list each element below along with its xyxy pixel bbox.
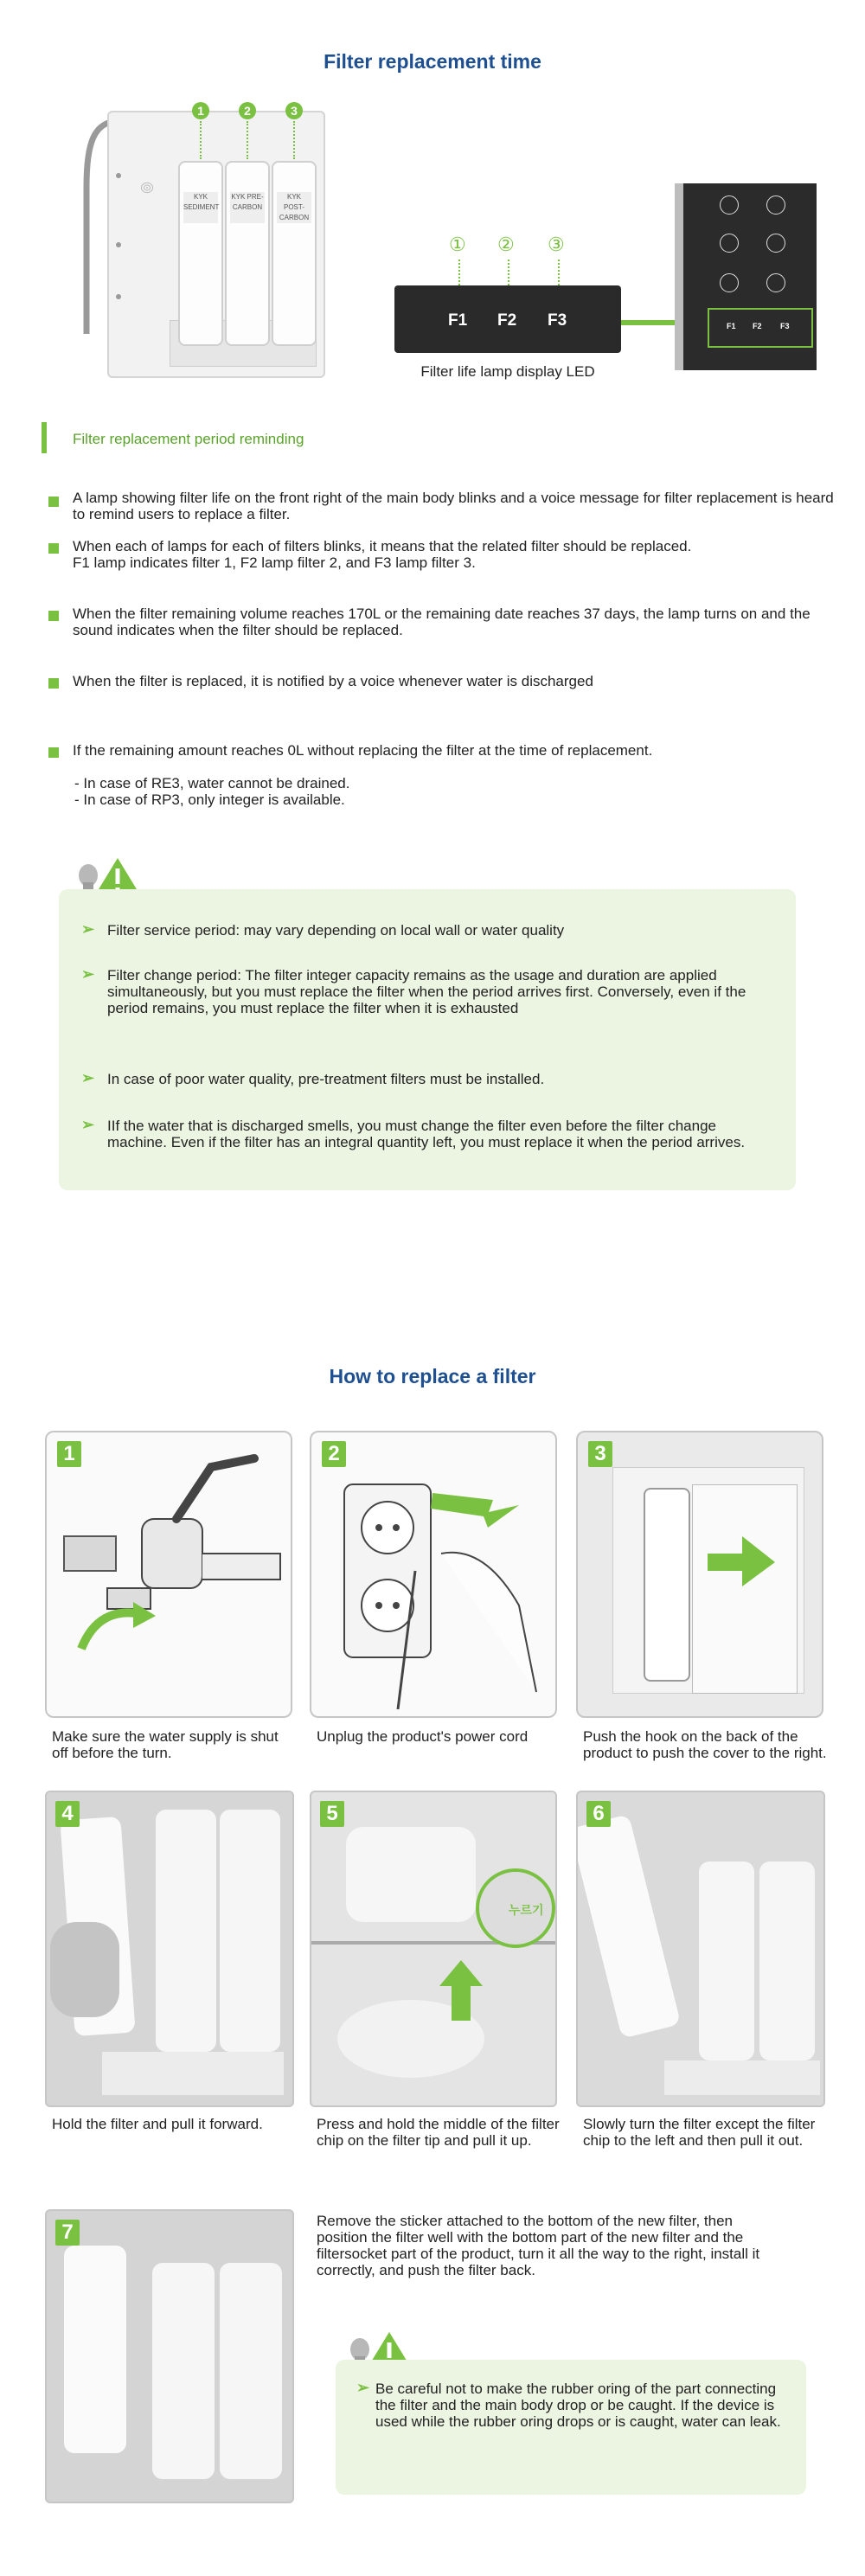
- panel-cold-icon: [720, 234, 739, 253]
- step-number: 2: [322, 1441, 346, 1467]
- reminding-item-1: A lamp showing filter life on the front right of the main body blinks and a voice message for filter replacement is heard to remind users to replace a filter.: [73, 490, 834, 522]
- reminding-item-2: When each of lamps for each of filters blinks, it means that the related filter should be replaced. F1 lamp indicates filter 1, F2 lamp filter 2, and F3 lamp filter 3.: [73, 538, 692, 571]
- reminding-item-4: When the filter is replaced, it is notified by a voice whenever water is discharged: [73, 673, 593, 689]
- filter-label: KYK PRE-CARBON: [230, 192, 265, 223]
- bullet-icon: [48, 611, 59, 621]
- led-caption: Filter life lamp display LED: [420, 363, 595, 380]
- step-3-caption: Push the hook on the back of the product to push the cover to the right.: [583, 1728, 827, 1761]
- step-number: 6: [586, 1801, 611, 1827]
- reminding-item-3: When the filter remaining volume reaches 170L or the remaining date reaches 37 days, the lamp turns on and the sound indicates when the filter should be replaced.: [73, 606, 811, 638]
- arrow-right-icon: [708, 1536, 777, 1588]
- filter-cartridge-2: [225, 161, 270, 346]
- led-f1: F1: [448, 311, 468, 330]
- led-number-1: ①: [449, 234, 466, 255]
- panel-cup-icon: [720, 195, 739, 215]
- arrow-bullet-icon: ➢: [81, 920, 95, 938]
- led-number-2: ②: [497, 234, 515, 255]
- reminding-sub-2: - In case of RP3, only integer is available.: [74, 791, 345, 808]
- step-5-image: [310, 1791, 557, 2107]
- filter-base: [664, 2060, 820, 2095]
- bullet-icon: [48, 678, 59, 689]
- filter-label: KYK SEDIMENT: [183, 192, 218, 223]
- step-4-caption: Hold the filter and pull it forward.: [52, 2116, 263, 2132]
- step-2-image: [310, 1431, 557, 1718]
- filter-label: KYK POST-CARBON: [277, 192, 311, 223]
- filter-cartridge: [576, 1814, 681, 2039]
- arrow-bullet-icon: ➢: [356, 2379, 370, 2396]
- step-1-caption: Make sure the water supply is shut off before the turn.: [52, 1728, 279, 1761]
- bullet-icon: [48, 543, 59, 554]
- filter-cartridge: [220, 2263, 282, 2479]
- bullet-icon: [48, 747, 59, 758]
- filter-number-2: 2: [239, 102, 256, 119]
- filter-number-3: 3: [285, 102, 303, 119]
- step-2-caption: Unplug the product's power cord: [317, 1728, 529, 1745]
- section-accent-bar: [42, 422, 47, 453]
- step-number: 5: [320, 1801, 344, 1827]
- press-callout-label: 누르기: [509, 1903, 544, 1917]
- step-6-image: [576, 1791, 825, 2107]
- step-number: 1: [57, 1441, 81, 1467]
- reminding-title: Filter replacement period reminding: [73, 431, 304, 447]
- caution-item-2: Filter change period: The filter integer capacity remains as the usage and duration are applied simultaneously, but you must replace the filter when the period arrives first. Conversely, even if the period remains, you must replace the filter when it is exhausted: [107, 967, 746, 1016]
- step-5-caption: Press and hold the middle of the filter chip on the filter tip and pull it up.: [317, 2116, 560, 2149]
- arrow-bullet-icon: ➢: [81, 965, 95, 983]
- step-number: 7: [55, 2220, 80, 2246]
- filter-cartridge: [699, 1862, 754, 2060]
- led-f3: F3: [548, 311, 567, 330]
- arrow-up-icon: [439, 1960, 483, 2021]
- led-f2: F2: [497, 311, 517, 330]
- power-outlet-icon: [311, 1432, 555, 1716]
- step-7-caption: Remove the sticker attached to the bottom of the new filter, then position the filter well with the bottom part of the new filter and the filtersocket part of the product, turn it all the way to the right, install it correctly, and push the filter back.: [317, 2213, 760, 2278]
- step-number: 3: [588, 1441, 612, 1467]
- filter-cartridge-3: [272, 161, 317, 346]
- filter-base: [102, 2052, 284, 2095]
- faucet-valve-icon: [47, 1432, 291, 1716]
- filter-cartridge: [64, 2246, 126, 2453]
- arrow-bullet-icon: ➢: [81, 1116, 95, 1133]
- panel-hot-icon: [766, 234, 785, 253]
- filter-chip: [346, 1827, 476, 1922]
- page-title: Filter replacement time: [324, 50, 541, 73]
- bullet-icon: [48, 497, 59, 507]
- final-caution-text: Be careful not to make the rubber oring of the part connecting the filter and the main body drop or be caught. If the device is used while the rubber oring drops or is caught, water can leak.: [375, 2381, 781, 2430]
- filter-cartridge: [156, 1810, 216, 2052]
- reminding-item-5: If the remaining amount reaches 0L without replacing the filter at the time of replacement.: [73, 742, 653, 759]
- caution-item-4: IIf the water that is discharged smells, you must change the filter even before the filter change machine. Even if the filter has an integral quantity left, you must replace it when the period arrives.: [107, 1118, 746, 1150]
- caution-item-3: In case of poor water quality, pre-treatment filters must be installed.: [107, 1071, 545, 1087]
- step-4-image: [45, 1791, 294, 2107]
- panel-f2: F2: [753, 322, 762, 330]
- led-number-3: ③: [548, 234, 565, 255]
- panel-f3: F3: [780, 322, 790, 330]
- step-6-caption: Slowly turn the filter except the filter chip to the left and then pull it out.: [583, 2116, 816, 2149]
- step-3-image: [576, 1431, 823, 1718]
- filter-cover: [692, 1484, 798, 1694]
- reminding-sub-1: - In case of RE3, water cannot be drained.: [74, 775, 350, 791]
- step-7-image: [45, 2209, 294, 2503]
- step-number: 4: [55, 1801, 80, 1827]
- how-to-title: How to replace a filter: [329, 1365, 536, 1387]
- panel-f1: F1: [727, 322, 736, 330]
- panel-lock-icon: [766, 273, 785, 292]
- filter-cartridge: [644, 1488, 690, 1682]
- filter-cartridge: [759, 1862, 815, 2060]
- filter-cartridge: [152, 2263, 215, 2479]
- step-1-image: [45, 1431, 292, 1718]
- led-display-panel: [394, 285, 621, 353]
- filter-number-1: 1: [192, 102, 209, 119]
- arrow-bullet-icon: ➢: [81, 1069, 95, 1086]
- hand-icon: [50, 1922, 119, 2017]
- caution-item-1: Filter service period: may vary depending on local wall or water quality: [107, 922, 565, 939]
- panel-cup-small-icon: [766, 195, 785, 215]
- filter-cartridge: [220, 1810, 280, 2052]
- panel-settings-icon: [720, 273, 739, 292]
- filter-cartridge-1: [178, 161, 223, 346]
